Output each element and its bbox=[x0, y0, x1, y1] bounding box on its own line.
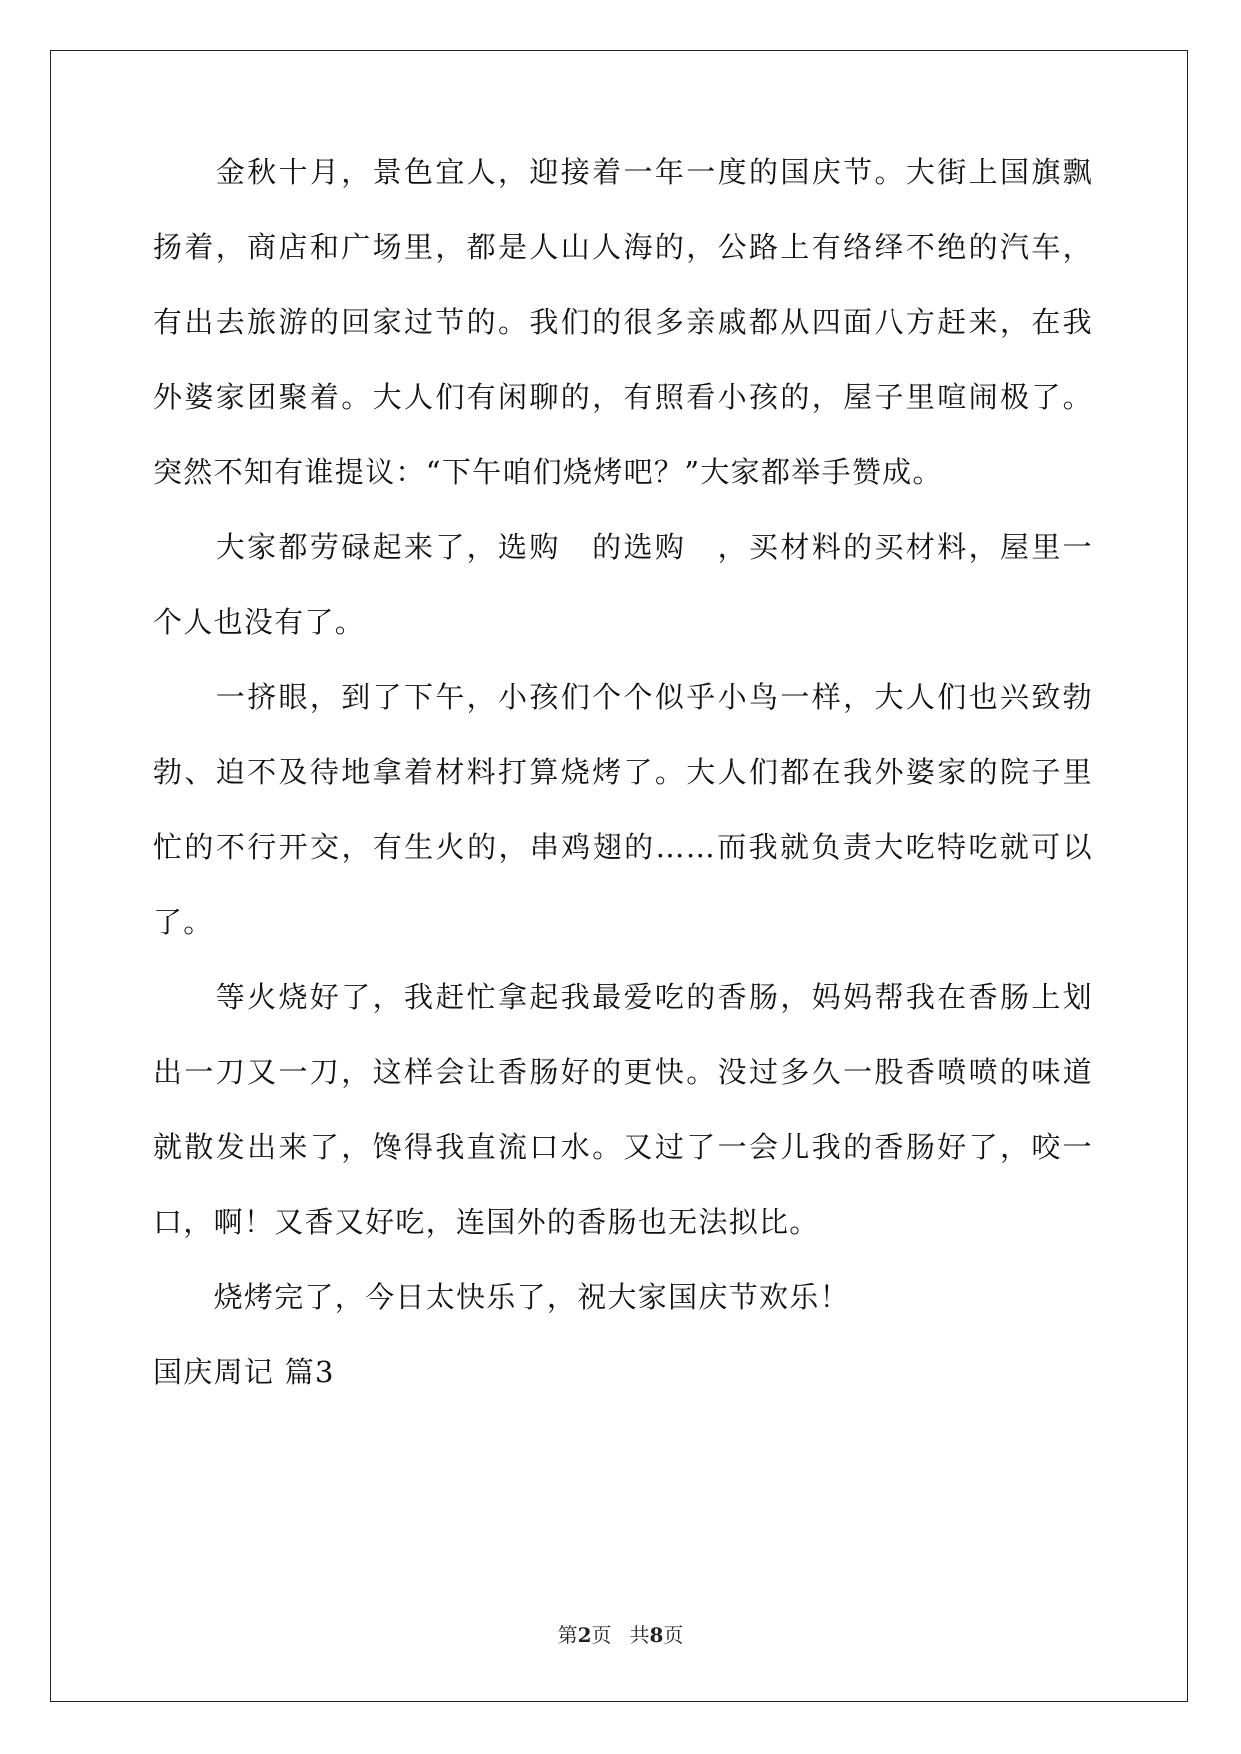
page-border bbox=[50, 50, 1188, 1702]
page-unit: 页 bbox=[591, 1623, 612, 1647]
paragraph-line: 就散发出来了，馋得我直流口水。又过了一会儿我的香肠好了，咬一 bbox=[153, 1130, 1093, 1164]
paragraph-line: 出一刀又一刀，这样会让香肠好的更快。没过多久一股香喷喷的味道 bbox=[153, 1055, 1093, 1089]
total-prefix: 共 bbox=[629, 1623, 650, 1647]
paragraph-line: 口，啊！又香又好吃，连国外的香肠也无法拟比。 bbox=[153, 1205, 820, 1239]
paragraph-line: 忙的不行开交，有生火的，串鸡翅的……而我就负责大吃特吃就可以 bbox=[153, 830, 1093, 864]
paragraph-line: 扬着，商店和广场里，都是人山人海的，公路上有络绎不绝的汽车， bbox=[153, 230, 1093, 264]
paragraph-line: 大家都劳碌起来了，选购 的选购 ，买材料的买材料，屋里一 bbox=[153, 530, 1093, 564]
paragraph-line: 金秋十月，景色宜人，迎接着一年一度的国庆节。大街上国旗飘 bbox=[153, 155, 1093, 189]
page-footer bbox=[0, 1625, 1241, 1645]
paragraph-line: 了。 bbox=[153, 905, 214, 939]
paragraph-line: 有出去旅游的回家过节的。我们的很多亲戚都从四面八方赶来，在我 bbox=[153, 305, 1093, 339]
paragraph-line: 烧烤完了，今日太快乐了，祝大家国庆节欢乐！ bbox=[153, 1280, 850, 1314]
page-current: 2 bbox=[577, 1623, 592, 1647]
paragraph-line: 个人也没有了。 bbox=[153, 605, 366, 639]
paragraph-line: 勃、迫不及待地拿着材料打算烧烤了。大人们都在我外婆家的院子里 bbox=[153, 755, 1093, 789]
paragraph-line: 外婆家团聚着。大人们有闲聊的，有照看小孩的，屋子里喧闹极了。 bbox=[153, 380, 1093, 414]
section-heading: 国庆周记 篇3 bbox=[153, 1355, 335, 1389]
page-prefix: 第 bbox=[557, 1623, 578, 1647]
paragraph-line: 突然不知有谁提议：“下午咱们烧烤吧？”大家都举手赞成。 bbox=[153, 455, 943, 489]
page-total: 8 bbox=[649, 1623, 664, 1647]
total-unit: 页 bbox=[663, 1623, 684, 1647]
paragraph-line: 等火烧好了，我赶忙拿起我最爱吃的香肠，妈妈帮我在香肠上划 bbox=[153, 980, 1093, 1014]
paragraph-line: 一挤眼，到了下午，小孩们个个似乎小鸟一样，大人们也兴致勃 bbox=[153, 680, 1093, 714]
